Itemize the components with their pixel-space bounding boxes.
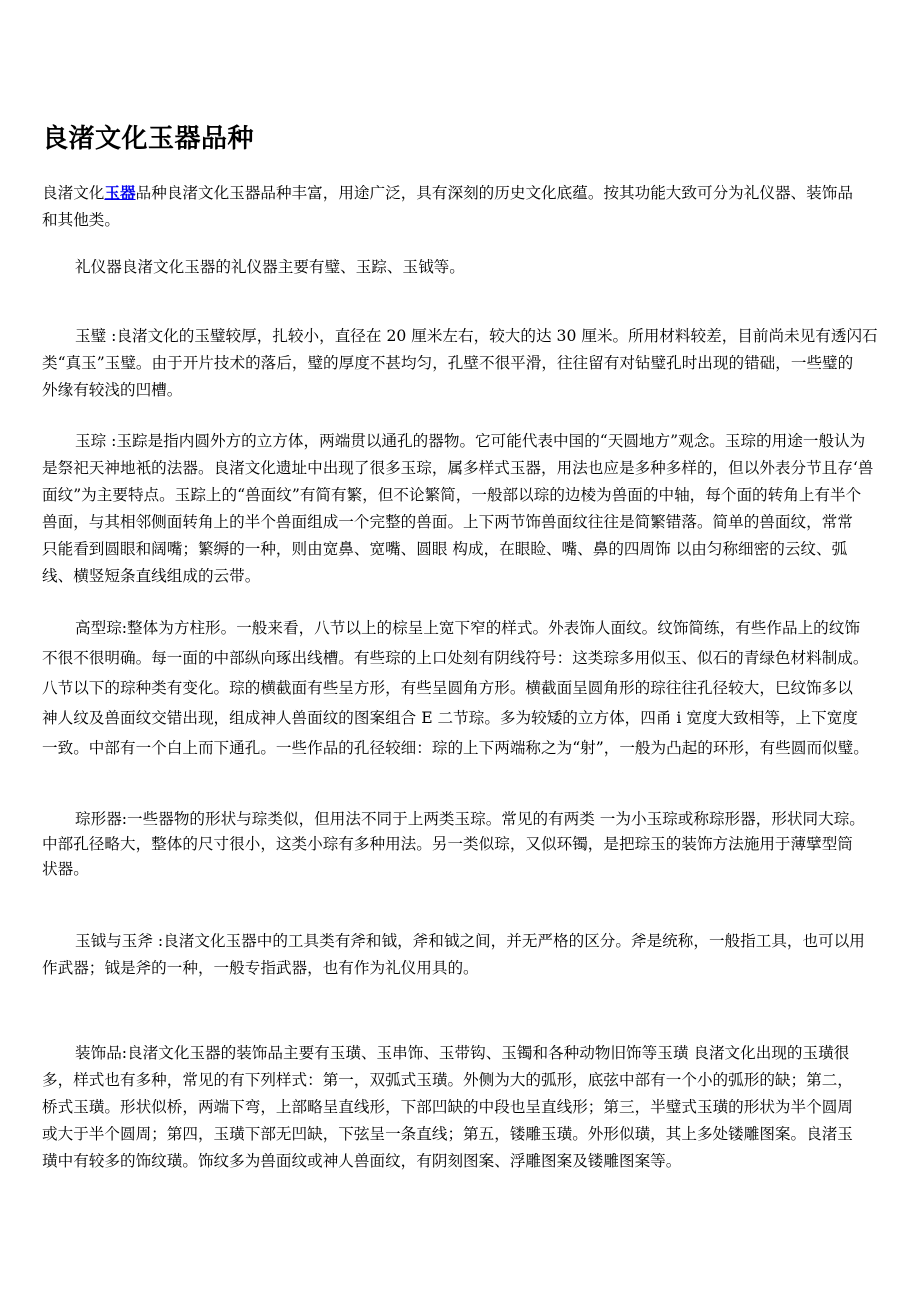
paragraph-line: 多，样式也有多种，常见的有下列样式：第一，双弧式玉璜。外侧为大的弧形，底弦中部有一个小的弧形的缺；第二，	[42, 1071, 853, 1089]
intro-prefix: 良渚文化	[42, 184, 105, 202]
paragraph-line: 装饰品:良渚文化玉器的装饰品主要有玉璜、玉串饰、玉带钩、玉镯和各种动物旧饰等玉璜 良渚文化出现的玉璜很	[75, 1044, 850, 1062]
intro-line-1	[42, 179, 902, 207]
paragraph-line: 璜中有较多的饰纹璜。饰纹多为兽面纹或神人兽面纹，有阴刻图案、浮雕图案及镂雕图案等。	[42, 1152, 682, 1170]
cong-shaped-paragraph	[42, 807, 902, 882]
tall-cong-paragraph	[42, 613, 902, 763]
paragraph-line: 八节以下的琮种类有变化。琮的横截面有些呈方形，有些呈圆角方形。横截面呈圆角形的琮往往孔径较大，巳纹饰多以	[42, 679, 853, 697]
jade-bi-paragraph	[42, 323, 902, 404]
paragraph-line: 作武器；钺是斧的一种，一般专指武器，也有作为礼仪用具的。	[42, 959, 479, 977]
paragraph-line: 神人纹及兽面纹交错出现，组成神人兽面纹的图案组合 E 二节琮。多为较矮的立方体，四甬 i 宽度大致相等，上下宽度	[42, 709, 858, 727]
page-title: 良渚文化玉器品种	[42, 124, 255, 154]
paragraph-line: 高型琮:整体为方柱形。一般来看，八节以上的棕呈上宽下窄的样式。外表饰人面纹。纹饰简练，有些作品上的纹饰	[75, 619, 860, 637]
paragraph-line: 类“真玉”玉璧。由于开片技术的落后，璧的厚度不甚均匀，孔壁不很平滑，往往留有对钻璧孔时出现的错础，一些璧的	[42, 354, 854, 372]
ornaments-paragraph	[42, 1040, 902, 1175]
paragraph-line: 兽面，与其相邻侧面转角上的半个兽面组成一个完整的兽面。上下两节饰兽面纹往往是简繁错落。简单的兽面纹，常常	[42, 513, 853, 531]
intro-line-2: 和其他类。	[42, 211, 120, 229]
paragraph-line: 或大于半个圆周；第四，玉璜下部无凹缺，下弦呈一条直线；第五，镂雕玉璜。外形似璜，其上多处镂雕图案。良渚玉	[42, 1125, 853, 1143]
paragraph-line: 不很不很明确。每一面的中部纵向琢出线槽。有些琮的上口处刻有阴线符号：这类琮多用似玉、似石的青绿色材料制成。	[42, 649, 869, 667]
jade-link[interactable]: 玉器	[104, 183, 136, 202]
paragraph-line: 玉琮 :玉踪是指内圆外方的立方体，两端贯以通孔的器物。它可能代表中国的“天圆地方”观念。玉琮的用途一般认为	[75, 432, 866, 450]
intro-text: 品种良渚文化玉器品种丰富，用途广泛，具有深刻的历史文化底蕴。按其功能大致可分为礼仪器、装饰品	[135, 184, 853, 202]
paragraph-line: 玉璧 :良渚文化的玉璧较厚，扎较小，直径在 20 厘米左右，较大的达 30 厘米。所用材料较差，目前尚未见有透闪石	[75, 327, 878, 345]
paragraph-line: 面纹”为主要特点。玉踪上的“兽面纹”有简有繁，但不论繁简，一般部以琮的边棱为兽面的中轴，每个面的转角上有半个	[42, 486, 862, 504]
paragraph-line: 桥式玉璜。形状似桥，两端下弯，上部略呈直线形，下部凹缺的中段也呈直线形；第三，半璧式玉璜的形状为半个圆周	[42, 1098, 853, 1116]
paragraph-line: 中部孔径略大，整体的尺寸很小，这类小琮有多种用法。另一类似琮，又似环镯，是把琮玉的装饰方法施用于薄擘型筒	[42, 835, 853, 853]
paragraph-line: 礼仪器良渚文化玉器的礼仪器主要有璧、玉踪、玉钺等。	[75, 258, 465, 276]
paragraph-line: 是祭祀天神地衹的法器。良渚文化遗址中出现了很多玉琮，属多样式玉器，用法也应是多种多样的，但以外表分节且存‘兽	[42, 459, 874, 477]
paragraph-line: 状器。	[42, 860, 89, 878]
ritual-objects-paragraph	[42, 254, 902, 281]
paragraph-line: 线、横竖短条直线组成的云带。	[42, 567, 261, 585]
paragraph-line: 外缘有较浅的凹槽。	[42, 381, 183, 399]
yue-axe-paragraph	[42, 928, 902, 982]
paragraph-line: 琮形器:一些器物的形状与琮类似，但用法不同于上两类玉琮。常见的有两类 一为小玉琮或称琮形器，形状同大琮。	[75, 810, 865, 828]
paragraph-line: 一致。中部有一个白上而下通孔。一些作品的孔径较细：琮的上下两端称之为“射”，一般为凸起的环形，有些圆而似璧。	[42, 739, 869, 757]
paragraph-line: 玉钺与玉斧 :良渚文化玉器中的工具类有斧和钺，斧和钺之间，并无严格的区分。斧是统称，一般指工具，也可以用	[75, 932, 865, 950]
jade-cong-paragraph	[42, 428, 902, 590]
intro-paragraph	[42, 179, 902, 234]
paragraph-line: 只能看到圆眼和阔嘴；繁缛的一种，则由宽鼻、宽嘴、圆眼 构成，在眼睑、嘴、鼻的四周饰 以由匀称细密的云纹、弧	[42, 540, 848, 558]
